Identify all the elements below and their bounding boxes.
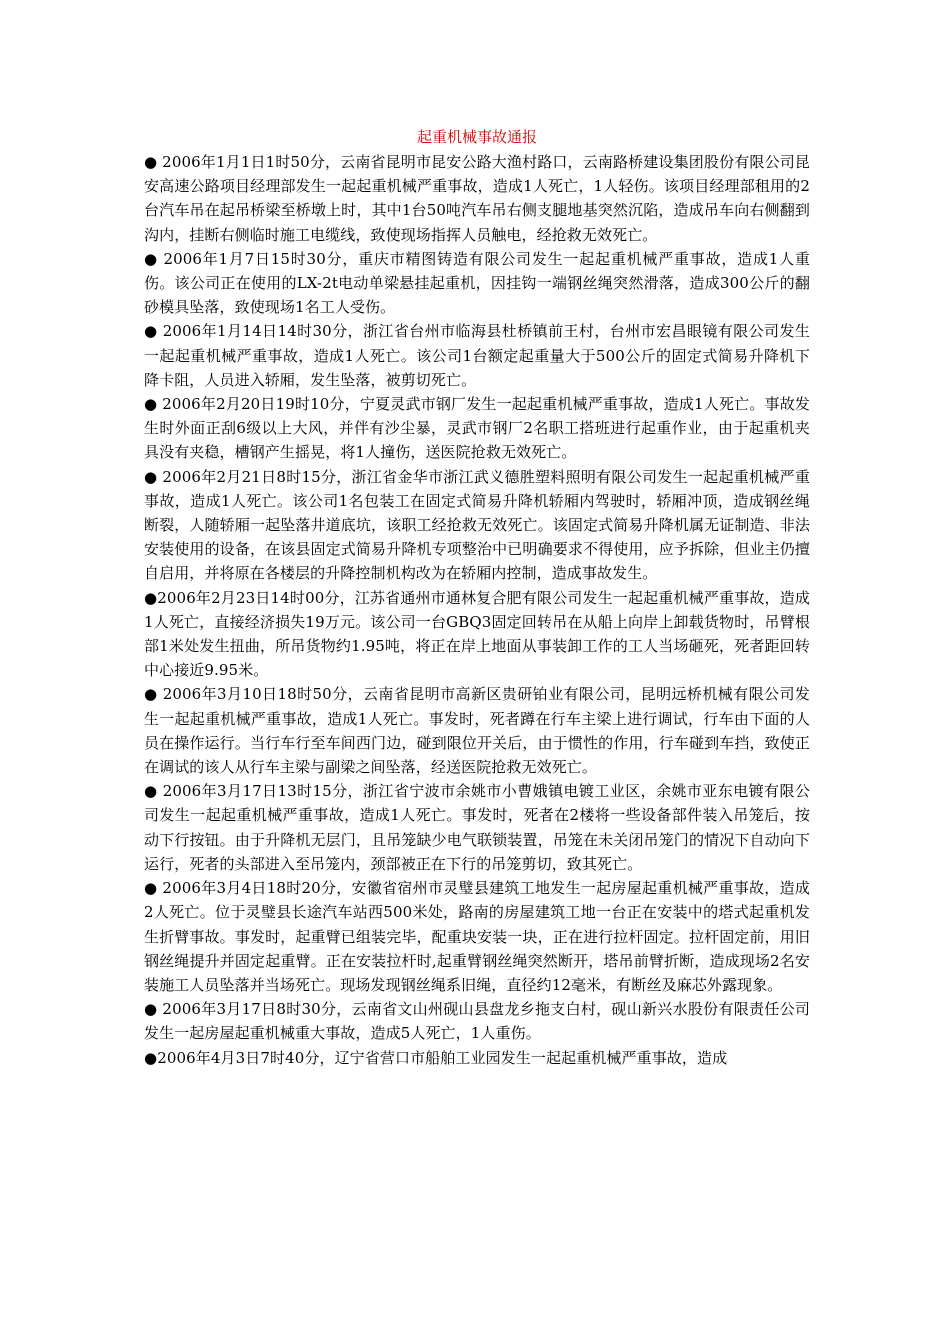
accident-report-11: ●2006年4月3日7时40分，辽宁省营口市船舶工业园发生一起起重机械严重事故，造成 bbox=[144, 1048, 728, 1067]
accident-report-2: ● 2006年1月7日15时30分，重庆市精图铸造有限公司发生一起起重机械严重事故，造成1人重伤。该公司正在使用的LX-2t电动单梁悬挂起重机，因挂钩一端钢丝绳突然滑落，造成300公斤的翻砂模具坠落，致使现场1名工人受伤。 bbox=[144, 249, 810, 317]
page-title: 起重机械事故通报 bbox=[416, 128, 537, 146]
accident-report-4: ● 2006年2月20日19时10分，宁夏灵武市钢厂发生一起起重机械严重事故，造成1人死亡。事故发生时外面正刮6级以上大风，并伴有沙尘暴，灵武市钢厂2名职工搭班进行起重作业，由于起重机夹具没有夹稳，槽钢产生摇晃，将1人撞伤，送医院抢救无效死亡。 bbox=[144, 395, 810, 462]
accident-report-6: ●2006年2月23日14时00分，江苏省通州市通林复合肥有限公司发生一起起重机械严重事故，造成1人死亡，直接经济损失19万元。该公司一台GBQ3固定回转吊在从船上向岸上卸载货物时，吊臂根部1米处发生扭曲，所吊货物约1.95吨，将正在岸上地面从事装卸工作的工人当场砸死，死者距回转中心接近9.95米。 bbox=[144, 588, 810, 680]
accident-report-5: ● 2006年2月21日8时15分，浙江省金华市浙江武义德胜塑料照明有限公司发生一起起重机械严重事故，造成1人死亡。该公司1名包装工在固定式简易升降机轿厢内驾驶时，轿厢冲顶，造成钢丝绳断裂，人随轿厢一起坠落井道底坑，该职工经抢救无效死亡。该固定式简易升降机属无证制造、非法安装使用的设备，在该县固定式简易升降机专项整治中已明确要求不得使用，应予拆除，但业主仍擅自启用，并将原在各楼层的升降控制机构改为在轿厢内控制，造成事故发生。 bbox=[144, 467, 810, 583]
accident-report-7: ● 2006年3月10日18时50分，云南省昆明市高新区贵研铂业有限公司，昆明远桥机械有限公司发生一起起重机械严重事故，造成1人死亡。事发时，死者蹲在行车主梁上进行调试，行车由下面的人员在操作运行。当行车行至车间西门边，碰到限位开关后，由于惯性的作用，行车碰到车挡，致使正在调试的该人从行车主梁与副梁之间坠落，经送医院抢救无效死亡。 bbox=[144, 685, 810, 777]
accident-report-1: ● 2006年1月1日1时50分，云南省昆明市昆安公路大渔村路口，云南路桥建设集团股份有限公司昆安高速公路项目经理部发生一起起重机械严重事故，造成1人死亡，1人轻伤。该项目经理部租用的2台汽车吊在起吊桥梁至桥墩上时，其中1台50吨汽车吊右侧支腿地基突然沉陷，造成吊车向右侧翻到沟内，挂断右侧临时施工电缆线，致使现场指挥人员触电，经抢救无效死亡。 bbox=[144, 153, 810, 244]
document-body bbox=[144, 150, 810, 1070]
accident-report-3: ● 2006年1月14日14时30分，浙江省台州市临海县杜桥镇前王村，台州市宏昌眼镜有限公司发生一起起重机械严重事故，造成1人死亡。该公司1台额定起重量大于500公斤的固定式简易升降机下降卡阻，人员进入轿厢，发生坠落，被剪切死亡。 bbox=[144, 322, 810, 389]
accident-report-9: ● 2006年3月4日18时20分，安徽省宿州市灵璧县建筑工地发生一起房屋起重机械严重事故，造成2人死亡。位于灵璧县长途汽车站西500米处，路南的房屋建筑工地一台正在安装中的塔式起重机发生折臂事故。事发时，起重臂已组装完毕，配重块安装一块，正在进行拉杆固定。拉杆固定前，用旧钢丝绳提升并固定起重臂。正在安装拉杆时,起重臂钢丝绳突然断开，塔吊前臂折断，造成现场2名安装施工人员坠落并当场死亡。现场发现钢丝绳系旧绳，直径约12毫米，有断丝及麻芯外露现象。 bbox=[144, 879, 810, 994]
accident-report-10: ● 2006年3月17日8时30分，云南省文山州砚山县盘龙乡拖支白村，砚山新兴水股份有限责任公司发生一起房屋起重机械重大事故，造成5人死亡，1人重伤。 bbox=[144, 1000, 810, 1043]
accident-report-8: ● 2006年3月17日13时15分，浙江省宁波市余姚市小曹娥镇电镀工业区，余姚市亚东电镀有限公司发生一起起重机械严重事故，造成1人死亡。事发时，死者在2楼将一些设备部件装入吊笼后，按动下行按钮。由于升降机无层门，且吊笼缺少电气联锁装置，吊笼在未关闭吊笼门的情况下自动向下运行，死者的头部进入至吊笼内，颈部被正在下行的吊笼剪切，致其死亡。 bbox=[144, 782, 810, 873]
